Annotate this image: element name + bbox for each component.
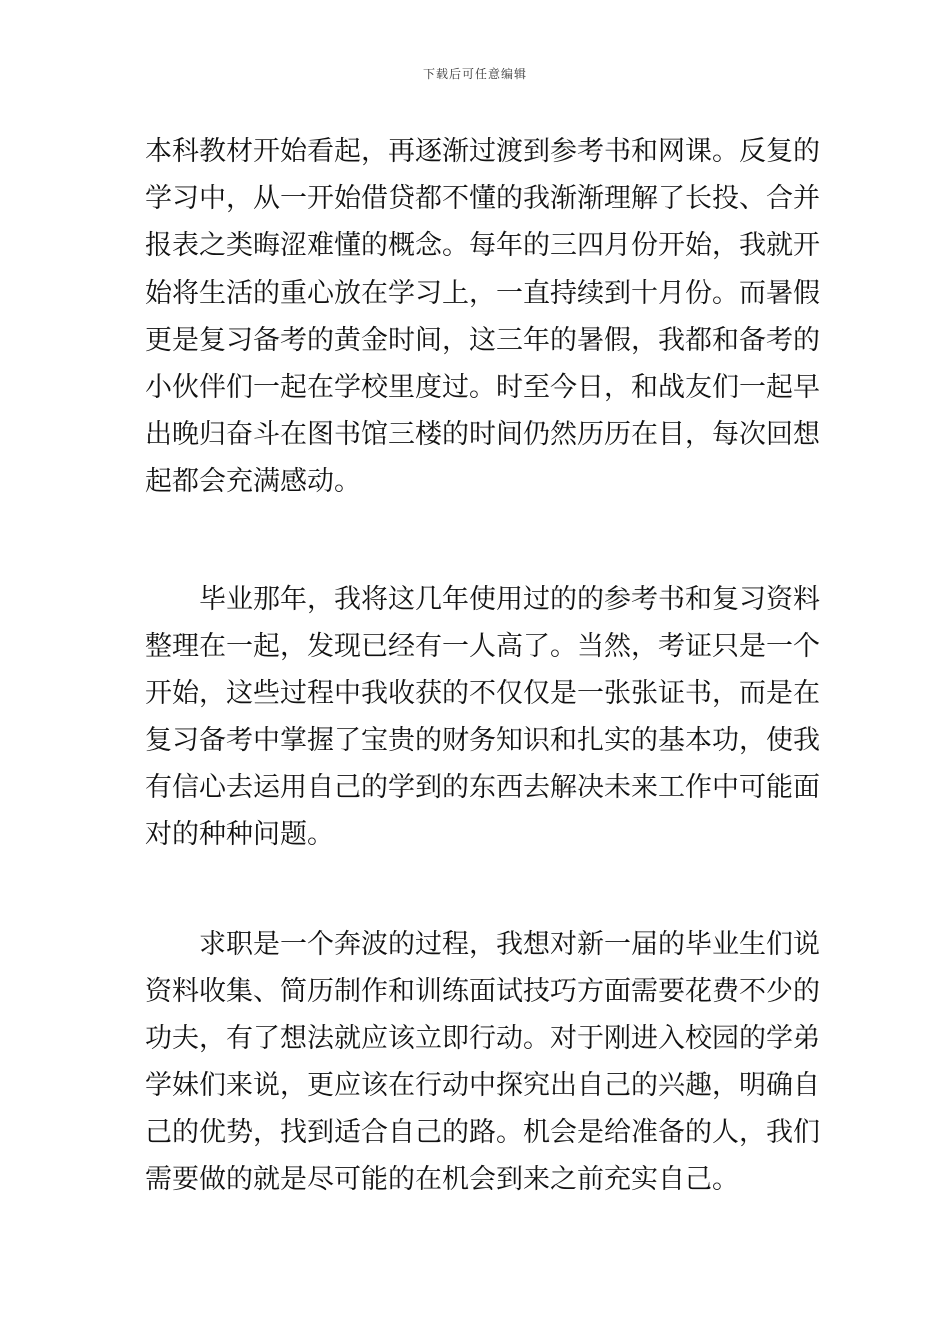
paragraph-1-line-2: 学习中，从一开始借贷都不懂的我渐渐理解了长投、合并 [145, 183, 820, 214]
paragraph-1-line-1: 本科教材开始看起，再逐渐过渡到参考书和网课。反复的 [145, 136, 820, 167]
paragraph-1-line-5: 更是复习备考的黄金时间，这三年的暑假，我都和备考的 [145, 325, 820, 356]
paragraph-1-line-4: 始将生活的重心放在学习上，一直持续到十月份。而暑假 [145, 278, 820, 309]
paragraph-2-line-5: 有信心去运用自己的学到的东西去解决未来工作中可能面 [145, 772, 820, 803]
paragraph-3-line-4: 学妹们来说，更应该在行动中探究出自己的兴趣，明确自 [145, 1070, 820, 1101]
paragraph-1-line-8: 起都会充满感动。 [145, 466, 361, 497]
paragraph-2-line-4: 复习备考中掌握了宝贵的财务知识和扎实的基本功，使我 [145, 725, 820, 756]
paragraph-1-line-7: 出晚归奋斗在图书馆三楼的时间仍然历历在目，每次回想 [145, 419, 820, 450]
paragraph-2-line-1: 毕业那年，我将这几年使用过的的参考书和复习资料 [145, 584, 820, 615]
paragraph-3-line-2: 资料收集、简历制作和训练面试技巧方面需要花费不少的 [145, 976, 820, 1007]
page-header: 下载后可任意编辑 [422, 67, 527, 81]
paragraph-1-line-6: 小伙伴们一起在学校里度过。时至今日，和战友们一起早 [145, 372, 820, 403]
paragraph-1-line-3: 报表之类晦涩难懂的概念。每年的三四月份开始，我就开 [145, 230, 820, 261]
paragraph-2-line-6: 对的种种问题。 [145, 819, 334, 850]
paragraph-2-line-3: 开始，这些过程中我收获的不仅仅是一张张证书，而是在 [145, 678, 820, 709]
paragraph-2-line-2: 整理在一起，发现已经有一人高了。当然，考证只是一个 [145, 631, 820, 662]
paragraph-3-line-3: 功夫，有了想法就应该立即行动。对于刚进入校园的学弟 [145, 1023, 820, 1054]
paragraph-3-line-6: 需要做的就是尽可能的在机会到来之前充实自己。 [145, 1164, 739, 1195]
paragraph-3-line-5: 己的优势，找到适合自己的路。机会是给准备的人，我们 [145, 1117, 820, 1148]
paragraph-3-line-1: 求职是一个奔波的过程，我想对新一届的毕业生们说 [145, 929, 820, 960]
